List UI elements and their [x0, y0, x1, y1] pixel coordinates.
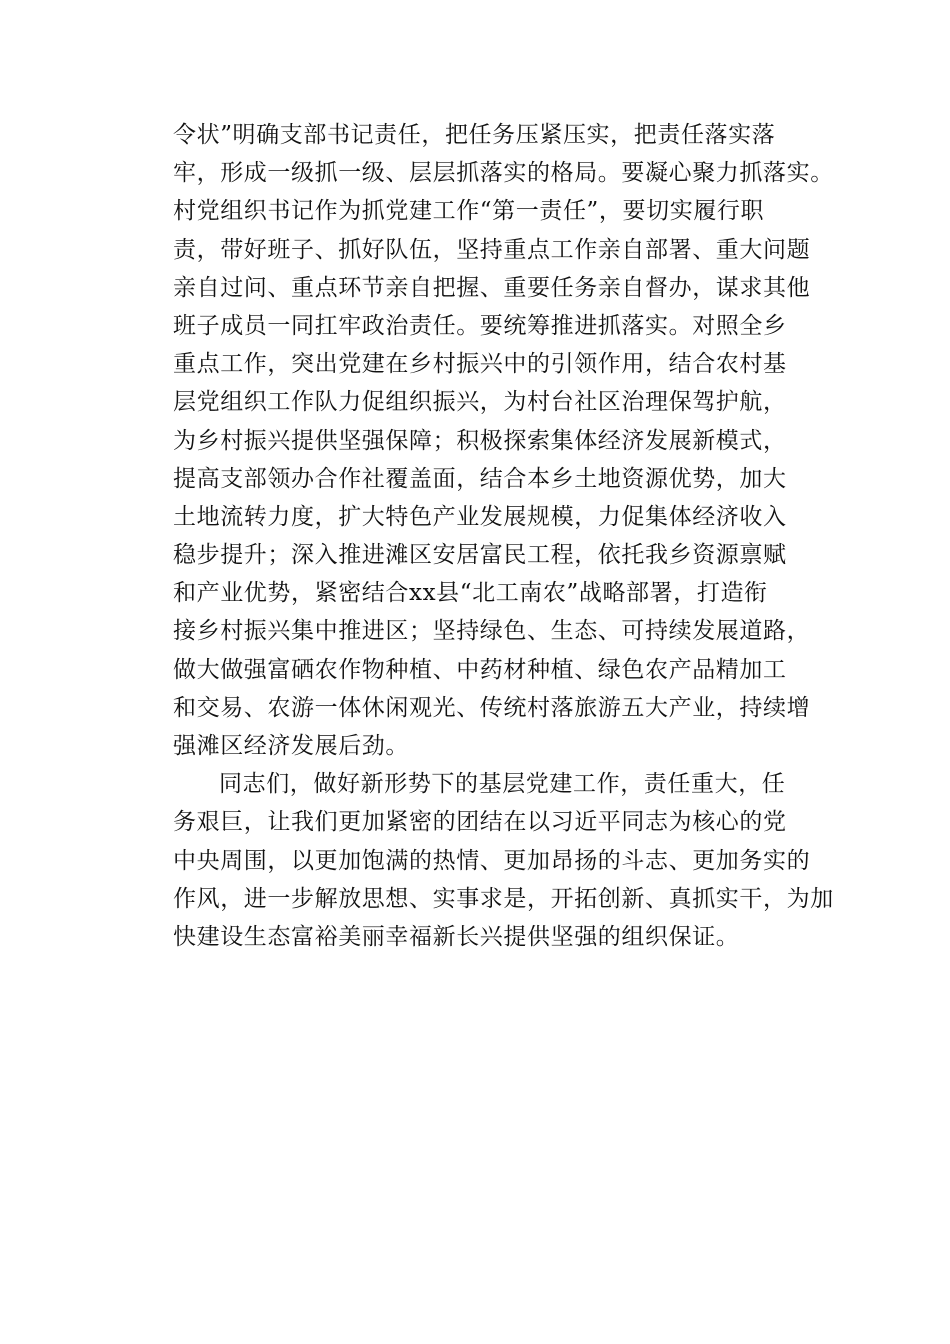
text-line: 层党组织工作队力促组织振兴，为村台社区治理保驾护航， [173, 389, 787, 416]
text-line: 接乡村振兴集中推进区；坚持绿色、生态、可持续发展道路， [173, 618, 811, 645]
paragraph-2 [173, 765, 834, 956]
text-line: 提高支部领办合作社覆盖面，结合本乡土地资源优势，加大 [173, 465, 787, 492]
text-line: 强滩区经济发展后劲。 [173, 733, 409, 759]
text-line: 村党组织书记作为抓党建工作“第一责任”，要切实履行职 [173, 198, 765, 225]
text-line: 令状”明确支部书记责任，把任务压紧压实，把责任落实落 [173, 122, 776, 148]
text-line: 做大做强富硒农作物种植、中药材种植、绿色农产品精加工 [173, 656, 787, 683]
document-body [173, 116, 834, 956]
text-line: 班子成员一同扛牢政治责任。要统筹推进抓落实。对照全乡 [173, 312, 787, 339]
text-line: 和交易、农游一体休闲观光、传统村落旅游五大产业，持续增 [173, 694, 811, 721]
text-line: 重点工作，突出党建在乡村振兴中的引领作用，结合农村基 [173, 351, 787, 378]
paragraph-1 [173, 116, 834, 765]
text-line: 中央周围，以更加饱满的热情、更加昂扬的斗志、更加务实的 [173, 847, 811, 874]
text-line: 作风，进一步解放思想、实事求是，开拓创新、真抓实干，为加 [173, 885, 834, 912]
text-line: 务艰巨，让我们更加紧密的团结在以习近平同志为核心的党 [173, 809, 787, 836]
text-line: 快建设生态富裕美丽幸福新长兴提供坚强的组织保证。 [173, 923, 740, 950]
text-line: 稳步提升；深入推进滩区安居富民工程，依托我乡资源禀赋 [173, 542, 787, 569]
text-line-indented: 同志们，做好新形势下的基层党建工作，责任重大，任 [219, 771, 786, 798]
text-line: 土地流转力度，扩大特色产业发展规模，力促集体经济收入 [173, 503, 787, 530]
text-line: 为乡村振兴提供坚强保障；积极探索集体经济发展新模式， [173, 427, 787, 454]
text-line: 责，带好班子、抓好队伍，坚持重点工作亲自部署、重大问题 [173, 236, 811, 263]
text-line: 亲自过问、重点环节亲自把握、重要任务亲自督办，谋求其他 [173, 274, 811, 301]
text-line: 和产业优势，紧密结合xx县“北工南农”战略部署，打造衔 [173, 580, 768, 607]
text-line: 牢，形成一级抓一级、层层抓落实的格局。要凝心聚力抓落实。 [173, 160, 834, 187]
